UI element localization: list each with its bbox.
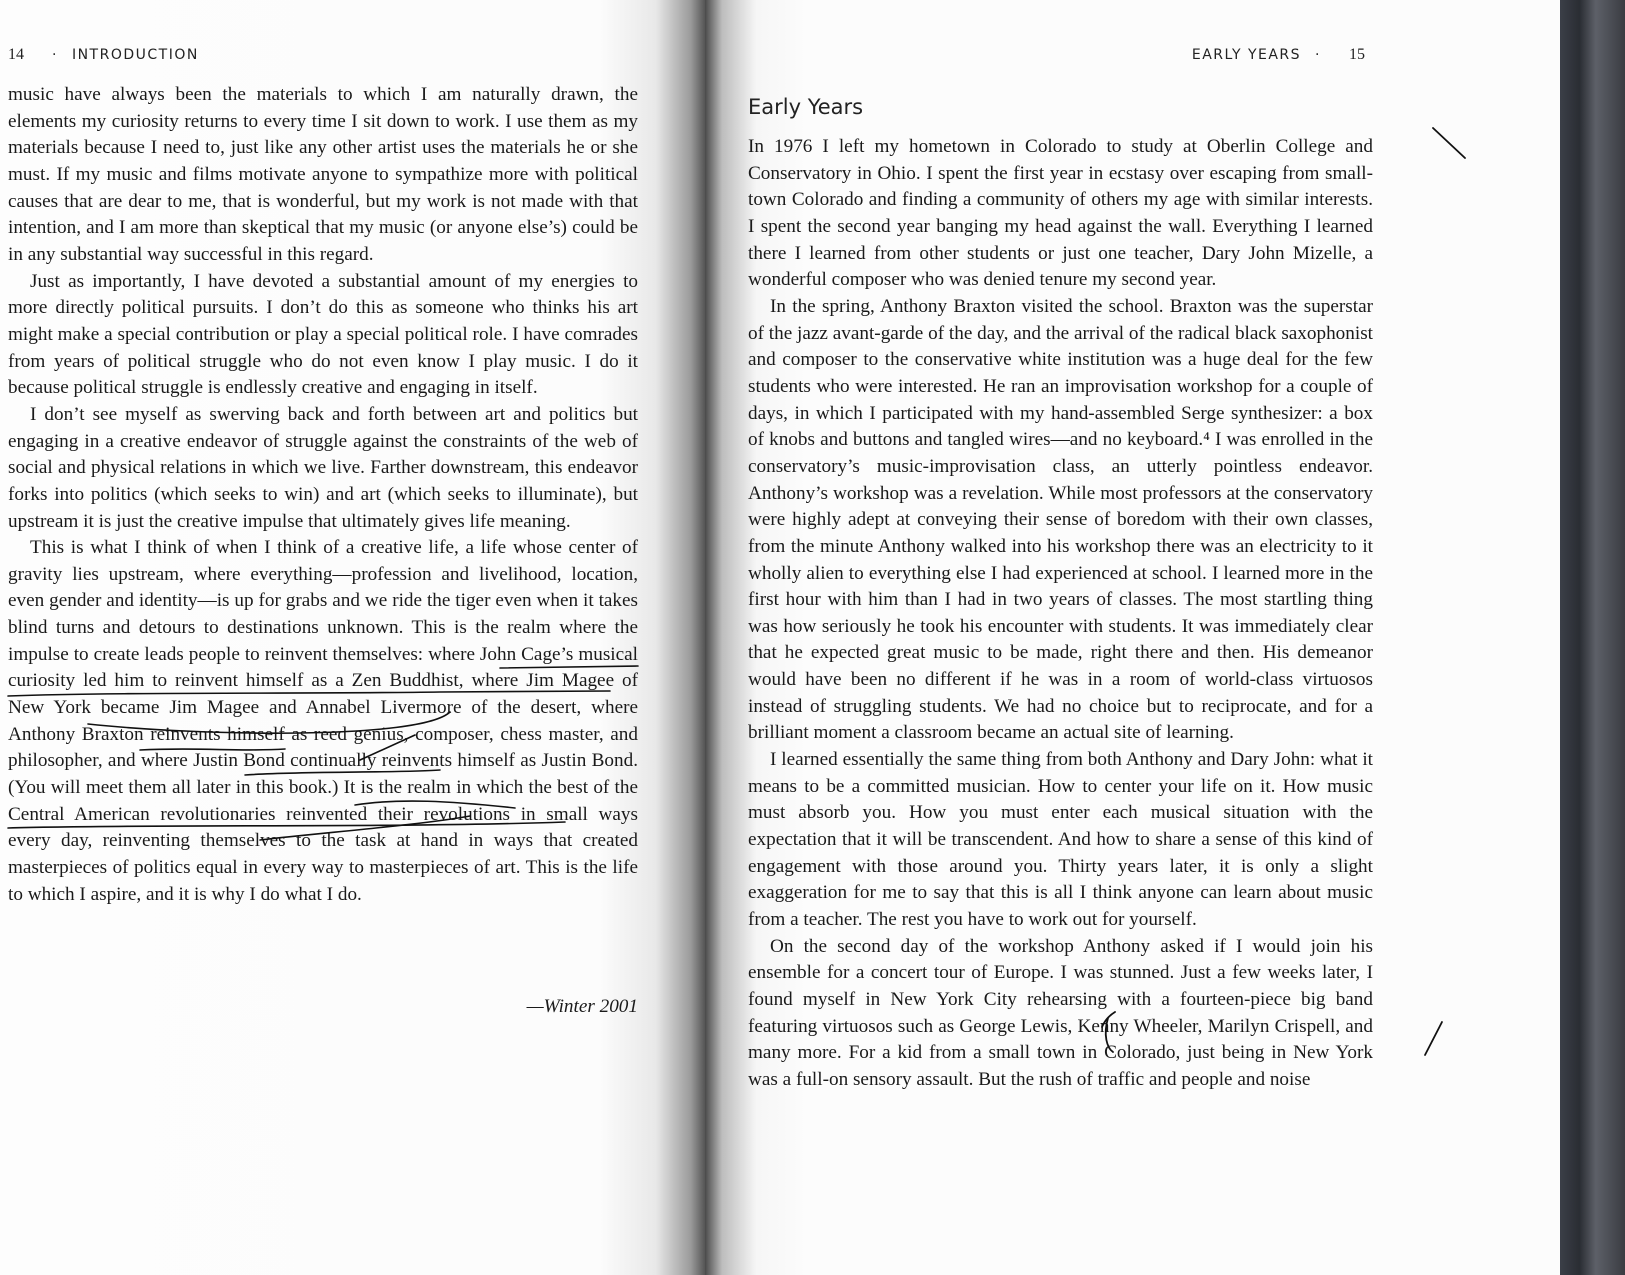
paragraph: In the spring, Anthony Braxton visited the school. Braxton was the superstar of the jazz avant-garde of the day, and the arrival of the radical black saxophonist and composer to the conservative white institution was a huge deal for the few students who were interested. He ran an improvisation workshop for a couple of days, in which I participated with my hand-assembled Serge synthesizer: a box of knobs and buttons and tangled wires—and no keyboard.⁴ I was enrolled in the conservatory’s music-improvisation class, an utterly pointless endeavor. Anthony’s workshop was a revelation. While most professors at the conservatory were highly adept at conveying their sense of boredom with their own classes, from the minute Anthony walked into his workshop there was an electricity to it wholly alien to everything else I had experienced at school. I learned more in the first hour with him than I had in two years of classes. The most startling thing was how seriously he took his encounter with students. It was immediately clear that he expected great music to be made, right there and then. His demeanor would have been no different if he was in a room of world-class virtuosos instead of struggling students. We had no choice but to reciprocate, and for a brilliant moment a classroom became an actual site of learning.: [748, 295, 1373, 744]
paragraph: music have always been the materials to which I am naturally drawn, the elements my curiosity returns to every time I sit down to work. I use them as my materials because I need to, just like any other artist uses the materials he or she must. If my music and films motivate anyone to sympathize more with political causes that are dear to me, that is wonderful, but my work is not made with that intention, and I am more than skeptical that my music (or anyone else’s) could be in any substantial way successful in this regard.: [8, 84, 638, 265]
running-head-title-right: EARLY YEARS: [1191, 47, 1302, 63]
section-title: Early Years: [748, 95, 864, 119]
book-edge: [1560, 0, 1625, 1275]
page-number-left: 14: [8, 46, 24, 63]
page-number-right: 15: [1349, 46, 1365, 63]
left-page: [0, 0, 705, 1275]
right-body-text: [748, 134, 1373, 1094]
running-head-left: [8, 46, 199, 64]
right-page: [705, 0, 1560, 1275]
paragraph: I learned essentially the same thing from both Anthony and Dary John: what it means to be a committed musician. How to center your life on it. How music must absorb you. How you must enter each musical situation with the expectation that it will be transcendent. And how to share a sense of this kind of engagement with those around you. Thirty years later, it is only a slight exaggeration for me to say that this is all I think anyone can learn about music from a teacher. The rest you have to work out for yourself.: [748, 749, 1373, 931]
paragraph: I don’t see myself as swerving back and forth between art and politics but engaging in a creative endeavor of struggle against the constraints of the web of social and physical relations in which we live. Farther downstream, this endeavor forks into politics (which seeks to win) and art (which seeks to illuminate), but upstream it is just the creative impulse that ultimately gives life meaning.: [8, 403, 638, 532]
left-body-text: [8, 82, 638, 908]
running-head-title-left: INTRODUCTION: [71, 47, 199, 63]
paragraph: On the second day of the workshop Anthony asked if I would join his ensemble for a concert tour of Europe. I was stunned. Just a few weeks later, I found myself in New York City rehearsing with a fourteen-piece big band featuring virtuosos such as George Lewis, Kenny Wheeler, Marilyn Crispell, and many more. For a kid from a small town in Colorado, just being in New York was a full-on sensory assault. But the rush of traffic and people and noise: [748, 935, 1373, 1090]
separator-dot: ·: [1315, 47, 1321, 63]
paragraph: Just as importantly, I have devoted a substantial amount of my energies to more directly political pursuits. I don’t do this as someone who thinks his art might make a special contribution or play a special political role. I have comrades from years of political struggle who do not even know I play music. I do it because political struggle is endlessly creative and engaging in itself.: [8, 270, 638, 399]
margin-tick-mark: [1433, 128, 1465, 158]
margin-tick-mark: [1425, 1022, 1442, 1055]
paragraph: In 1976 I left my hometown in Colorado to study at Oberlin College and Conservatory in Ohio. I spent the first year in ecstasy over escaping from small-town Colorado and finding a community of others my age with similar interests. I spent the second year banging my head against the wall. Everything I learned there I learned from other students or just one teacher, Dary John Mizelle, a wonderful composer who was denied tenure my second year.: [748, 136, 1373, 291]
paragraph: This is what I think of when I think of a creative life, a life whose center of gravity lies upstream, where everything—profession and livelihood, location, even gender and identity—is up for grabs and we ride the tiger even when it takes blind turns and detours to destinations unknown. This is the realm where the impulse to create leads people to reinvent themselves: where John Cage’s musical curiosity led him to reinvent himself as a Zen Buddhist, where Jim Magee of New York became Jim Magee and Annabel Livermore of the desert, where Anthony Braxton reinvents himself as reed genius, composer, chess master, and philosopher, and where Justin Bond continually reinvents himself as Justin Bond. (You will meet them all later in this book.) It is the realm in which the best of the Central American revolutionaries reinvented their revolutions in small ways every day, reinventing themselves to the task at hand in ways that created masterpieces of politics equal in every way to masterpieces of art. This is the life to which I aspire, and it is why I do what I do.: [8, 537, 638, 905]
running-head-right: [1192, 46, 1365, 64]
separator-dot: ·: [52, 47, 58, 63]
signature-date: —Winter 2001: [526, 996, 638, 1017]
